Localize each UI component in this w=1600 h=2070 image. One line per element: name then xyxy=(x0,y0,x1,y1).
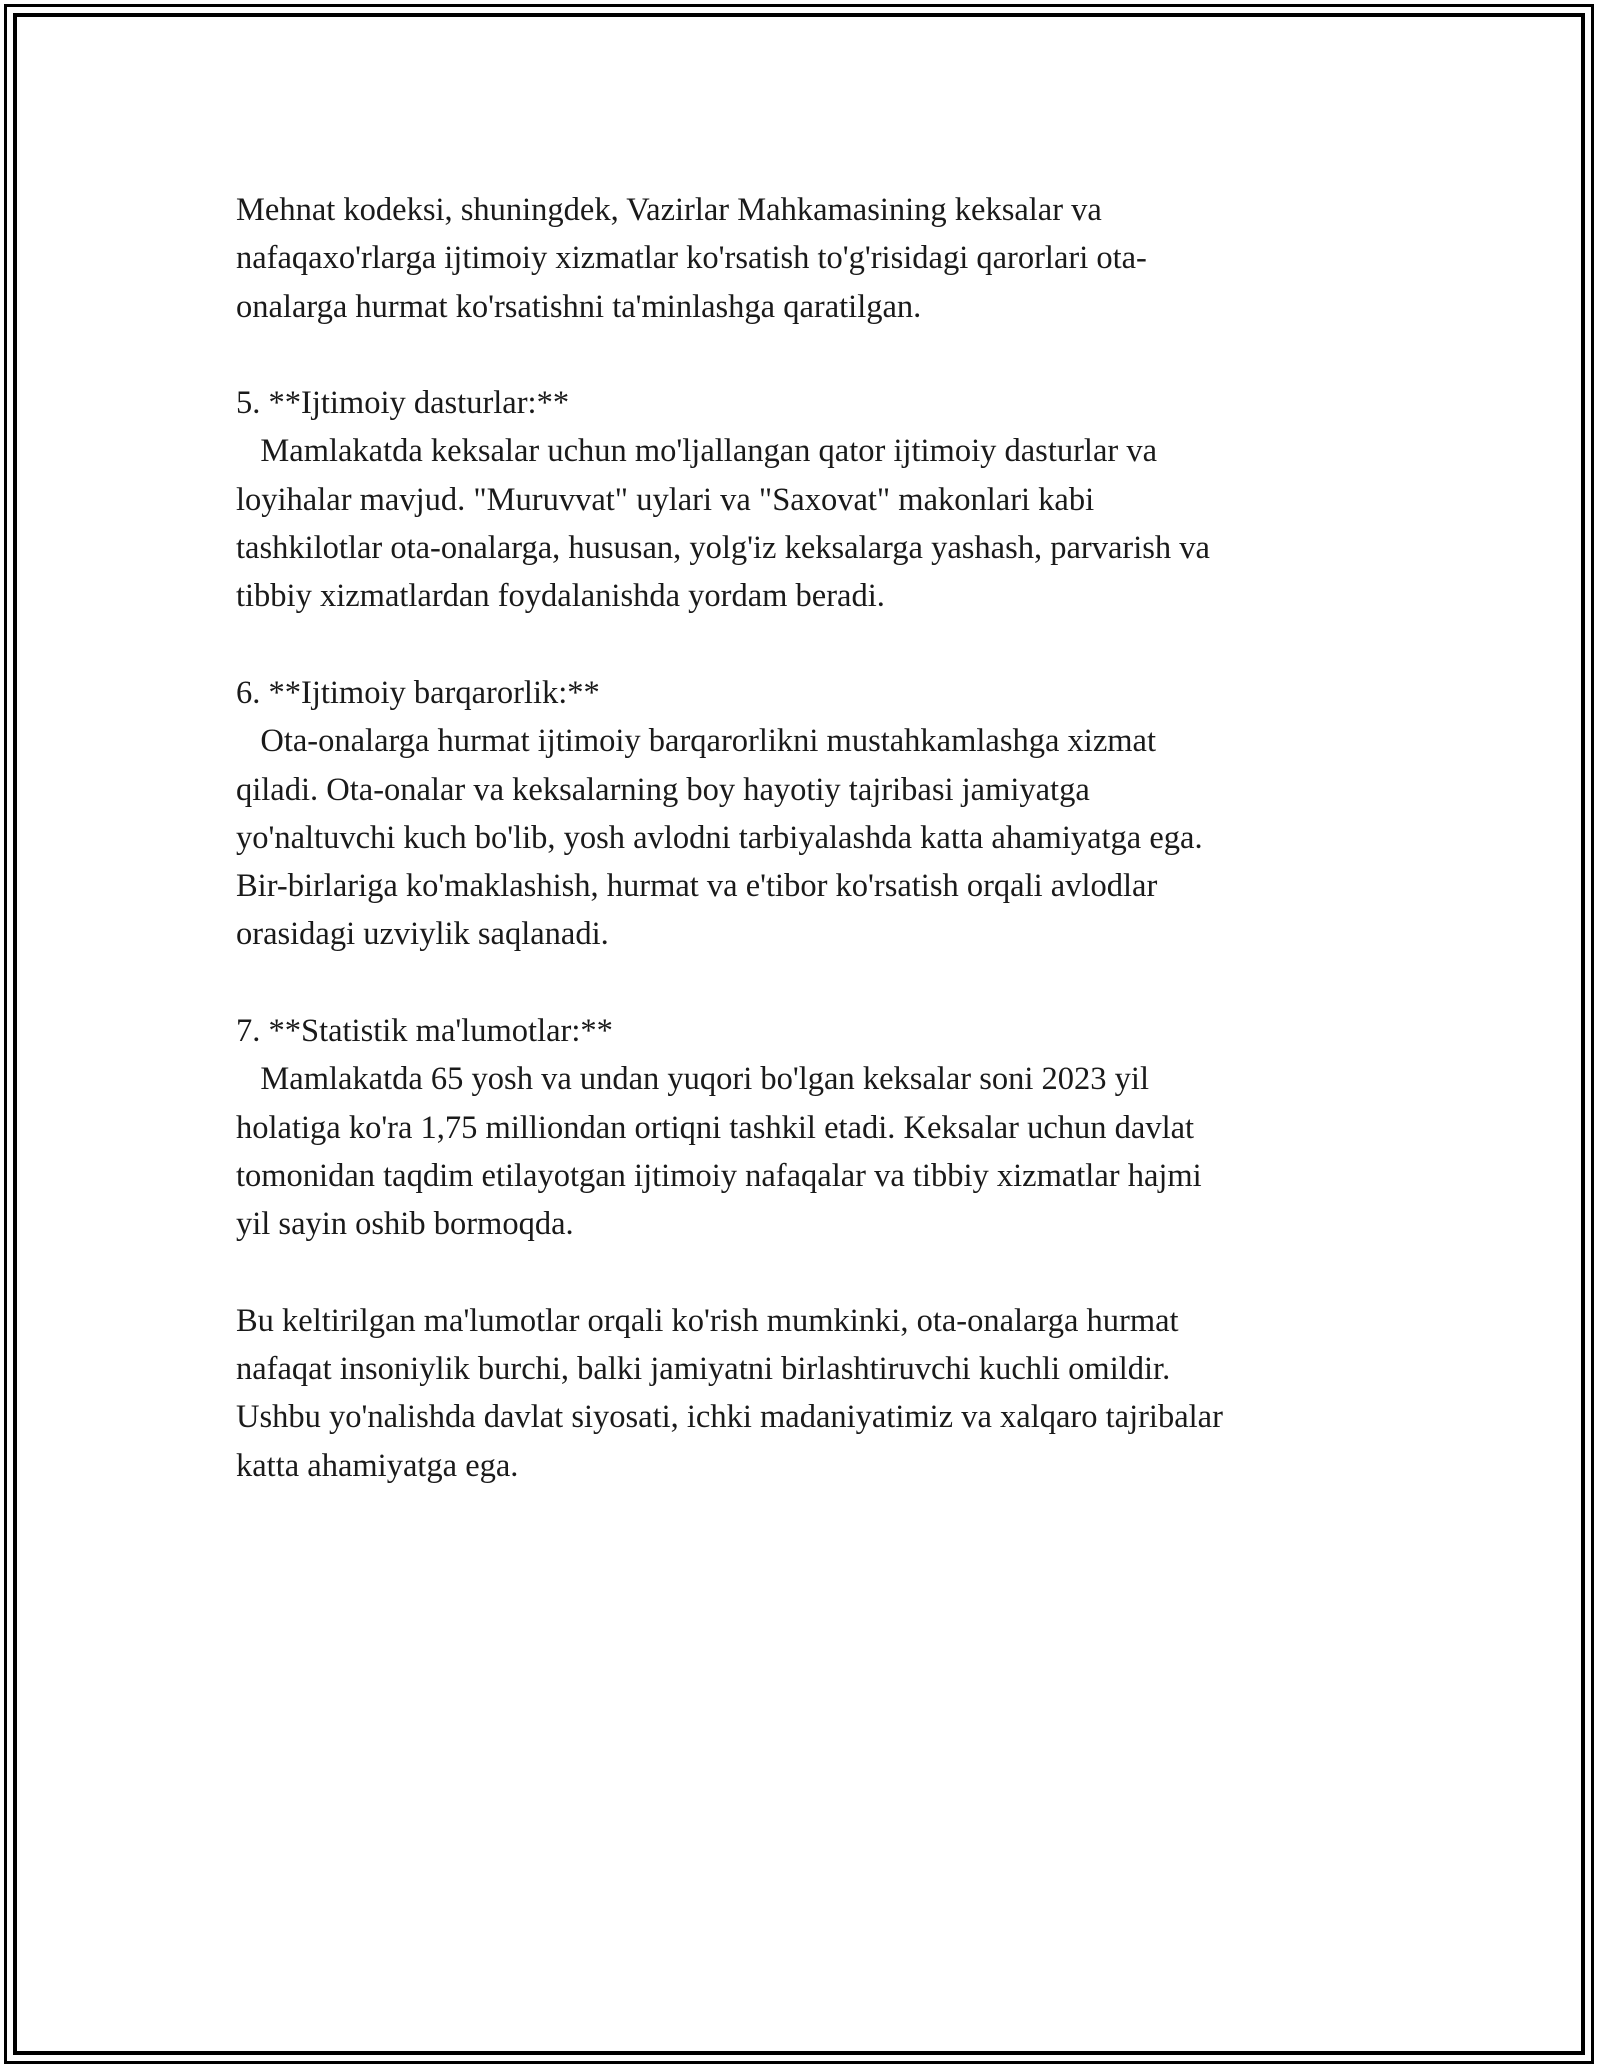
text-line: onalarga hurmat ko'rsatishni ta'minlashga qaratilgan. xyxy=(236,288,922,325)
text-line: Ota-onalarga hurmat ijtimoiy barqarorlikni mustahkamlashga xizmat xyxy=(236,723,1156,760)
text-line: yo'naltuvchi kuch bo'lib, yosh avlodni tarbiyalashda katta ahamiyatga ega. xyxy=(236,819,1203,856)
text-line: Ushbu yo'nalishda davlat siyosati, ichki madaniyatimiz va xalqaro tajribalar xyxy=(236,1399,1223,1436)
text-line: loyihalar mavjud. "Muruvvat" uylari va "Saxovat" makonlari kabi xyxy=(236,481,1095,518)
text-line: nafaqaxo'rlarga ijtimoiy xizmatlar ko'rsatish to'g'risidagi qarorlari ota- xyxy=(236,240,1147,277)
text-line: Bu keltirilgan ma'lumotlar orqali ko'rish mumkinki, ota-onalarga hurmat xyxy=(236,1302,1179,1339)
text-line: Mamlakatda 65 yosh va undan yuqori bo'lgan keksalar soni 2023 yil xyxy=(236,1061,1149,1098)
text-line: tibbiy xizmatlardan foydalanishda yordam beradi. xyxy=(236,578,885,615)
blank-line xyxy=(236,621,1386,669)
text-line: nafaqat insoniylik burchi, balki jamiyatni birlashtiruvchi kuchli omildir. xyxy=(236,1351,1171,1388)
section-heading-5: 5. **Ijtimoiy dasturlar:** xyxy=(236,385,570,422)
text-line: Mehnat kodeksi, shuningdek, Vazirlar Mahkamasining keksalar va xyxy=(236,192,1102,228)
text-line: Mamlakatda keksalar uchun mo'ljallangan qator ijtimoiy dasturlar va xyxy=(236,433,1157,470)
text-line: yil sayin oshib bormoqda. xyxy=(236,1206,574,1243)
section-heading-6: 6. **Ijtimoiy barqarorlik:** xyxy=(236,674,600,711)
blank-line xyxy=(236,1249,1386,1297)
text-line: qiladi. Ota-onalar va keksalarning boy hayotiy tajribasi jamiyatga xyxy=(236,771,1090,808)
text-line: katta ahamiyatga ega. xyxy=(236,1447,519,1484)
text-line: Bir-birlariga ko'maklashish, hurmat va e'tibor ko'rsatish orqali avlodlar xyxy=(236,868,1158,905)
text-line: tashkilotlar ota-onalarga, hususan, yolg'iz keksalarga yashash, parvarish va xyxy=(236,530,1210,567)
text-line: holatiga ko'ra 1,75 milliondan ortiqni tashkil etadi. Keksalar uchun davlat xyxy=(236,1109,1195,1146)
section-heading-7: 7. **Statistik ma'lumotlar:** xyxy=(236,1013,613,1050)
text-line: orasidagi uzviylik saqlanadi. xyxy=(236,916,609,953)
blank-line xyxy=(236,331,1386,379)
text-line: tomonidan taqdim etilayotgan ijtimoiy nafaqalar va tibbiy xizmatlar hajmi xyxy=(236,1157,1202,1194)
blank-line xyxy=(236,959,1386,1007)
document-body xyxy=(236,186,1386,1490)
